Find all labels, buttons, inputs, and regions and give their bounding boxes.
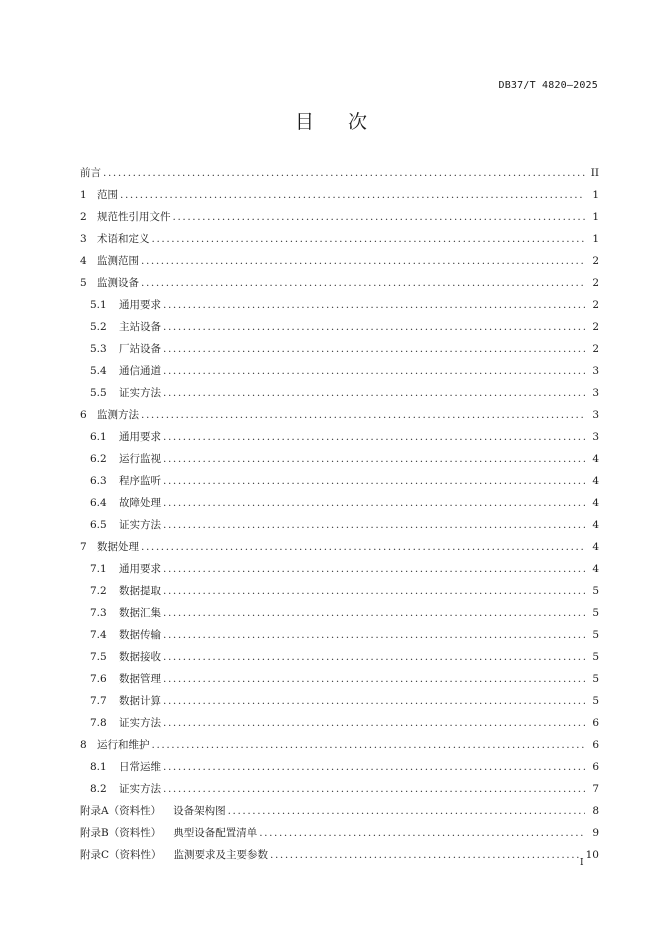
toc-entry-page: 2 [592,255,599,267]
appendix-title: 典型设备配置清单 [173,827,258,839]
toc-entry[interactable] [80,605,599,622]
document-code: DB37/T 4820—2025 [498,80,598,91]
toc-entry-label: 数据管理 [119,673,161,685]
toc-entry[interactable] [80,429,599,446]
toc-entry-number: 5.3 [90,343,107,355]
toc-entry[interactable] [80,517,599,534]
toc-entry-label: 厂站设备 [119,343,161,355]
toc-entry-page: 4 [592,497,599,509]
toc-entry[interactable] [80,715,599,732]
toc-entry-label: 数据汇集 [119,607,161,619]
toc-entry-page: 6 [592,717,599,729]
toc-entry-page: 5 [592,607,599,619]
toc-leader-dots [259,825,585,842]
toc-entry[interactable] [80,451,599,468]
toc-leader-dots [163,319,585,336]
toc-entry-page: 1 [592,189,599,201]
toc-entry[interactable] [80,671,599,688]
toc-entry[interactable] [80,407,599,424]
toc-entry-label: 日常运维 [119,761,161,773]
toc-entry-label: 监测方法 [97,409,139,421]
toc-entry-number: 7.7 [90,695,107,707]
toc-entry[interactable] [80,297,599,314]
toc-appendix-entry[interactable] [80,847,599,864]
toc-leader-dots [163,693,585,710]
toc-leader-dots [270,847,580,864]
toc-leader-dots [228,803,585,820]
toc-leader-dots [141,253,585,270]
appendix-title: 监测要求及主要参数 [173,849,269,861]
toc-entry[interactable] [80,649,599,666]
toc-entry-label: 数据计算 [119,695,161,707]
toc-leader-dots [163,759,585,776]
toc-entry-label: 范围 [97,189,118,201]
toc-entry[interactable] [80,781,599,798]
toc-leader-dots [163,671,585,688]
toc-entry-page: 3 [592,365,599,377]
toc-entry[interactable] [80,275,599,292]
toc-leader-dots [152,737,586,754]
toc-entry[interactable] [80,759,599,776]
toc-entry-number: 7.6 [90,673,107,685]
toc-entry-page: 1 [592,233,599,245]
toc-entry-page: 6 [592,761,599,773]
toc-entry-number: 4 [80,255,87,267]
toc-entry[interactable] [80,561,599,578]
toc-entry-number: 7.4 [90,629,107,641]
toc-entry-label: 运行和维护 [97,739,150,751]
toc-entry-label: 数据处理 [97,541,139,553]
toc-leader-dots [163,781,585,798]
toc-leader-dots [163,561,585,578]
toc-entry[interactable] [80,693,599,710]
toc-entry-label: 规范性引用文件 [97,211,171,223]
toc-entry-page: 4 [592,541,599,553]
toc-entry-number: 3 [80,233,87,245]
toc-entry[interactable] [80,209,599,226]
toc-entry-page: 4 [592,453,599,465]
toc-entry-label: 数据传输 [119,629,161,641]
page-title: 目次 [294,111,401,133]
toc-entry-number: 6 [80,409,87,421]
toc-entry[interactable] [80,539,599,556]
toc-entry-label: 故障处理 [119,497,161,509]
toc-entry-label: 通用要求 [119,563,161,575]
toc-entry-label: 数据提取 [119,585,161,597]
toc-appendix-entry[interactable] [80,803,599,820]
toc-entry-number: 7.3 [90,607,107,619]
toc-entry-number: 1 [80,189,87,201]
appendix-prefix: 附录B（资料性） [80,827,162,839]
toc-entry-number: 5.4 [90,365,107,377]
toc-entry-page: 2 [592,299,599,311]
toc-leader-dots [163,495,585,512]
toc-entry-label: 运行监视 [119,453,161,465]
toc-entry[interactable] [80,385,599,402]
appendix-page: 8 [592,805,599,817]
toc-entry-page: 2 [592,343,599,355]
toc-entry-number: 7 [80,541,87,553]
page-number: I [580,858,584,868]
toc-leader-dots [163,605,585,622]
toc-entry[interactable] [80,187,599,204]
toc-leader-dots [163,451,585,468]
toc-entry-number: 6.5 [90,519,107,531]
toc-entry[interactable] [80,253,599,270]
toc-leader-dots [163,715,585,732]
appendix-prefix: 附录A（资料性） [80,805,162,817]
toc-entry-number: 5 [80,277,87,289]
toc-entry-page: II [590,167,599,179]
toc-entry-label: 数据接收 [119,651,161,663]
toc-leader-dots [141,539,585,556]
toc-entry-number: 5.5 [90,387,107,399]
toc-entry-label: 程序监听 [119,475,161,487]
toc-entry-page: 4 [592,519,599,531]
toc-leader-dots [163,473,585,490]
toc-entry-page: 2 [592,277,599,289]
toc-entry-number: 6.1 [90,431,107,443]
toc-entry-number: 7.5 [90,651,107,663]
toc-entry-label: 前言 [80,167,101,179]
toc-entry-number: 7.2 [90,585,107,597]
toc-entry-number: 6.2 [90,453,107,465]
toc-entry-page: 3 [592,409,599,421]
toc-entry-label: 证实方法 [119,783,161,795]
appendix-title: 设备架构图 [173,805,226,817]
toc-leader-dots [163,583,585,600]
toc-leader-dots [163,627,585,644]
toc-entry-page: 1 [592,211,599,223]
toc-entry-page: 4 [592,475,599,487]
toc-entry-number: 7.8 [90,717,107,729]
appendix-page: 9 [592,827,599,839]
toc-leader-dots [163,297,585,314]
toc-entry-page: 5 [592,673,599,685]
toc-entry-number: 5.1 [90,299,107,311]
toc-entry-page: 5 [592,695,599,707]
toc-entry-number: 5.2 [90,321,107,333]
toc-entry-label: 主站设备 [119,321,161,333]
appendix-page: 10 [585,849,599,861]
toc-appendix-entry[interactable] [80,825,599,842]
toc-entry[interactable] [80,495,599,512]
toc-entry-number: 8.1 [90,761,107,773]
toc-entry-label: 通信通道 [119,365,161,377]
toc-entry-label: 监测设备 [97,277,139,289]
toc-entry-label: 证实方法 [119,519,161,531]
toc-leader-dots [163,429,585,446]
toc-entry-number: 8.2 [90,783,107,795]
toc-entry-page: 7 [592,783,599,795]
toc-entry[interactable] [80,363,599,380]
toc-entry-page: 3 [592,387,599,399]
toc-entry-label: 证实方法 [119,717,161,729]
toc-leader-dots [120,187,585,204]
toc-entry-number: 2 [80,211,87,223]
toc-entry-label: 监测范围 [97,255,139,267]
toc-entry-number: 8 [80,739,87,751]
toc-leader-dots [141,407,585,424]
toc-leader-dots [163,385,585,402]
toc-entry[interactable] [80,231,599,248]
toc-entry-number: 6.4 [90,497,107,509]
toc-entry-page: 2 [592,321,599,333]
toc-leader-dots [163,517,585,534]
toc-entry-label: 通用要求 [119,299,161,311]
toc-leader-dots [163,649,585,666]
toc-entry-label: 术语和定义 [97,233,150,245]
toc-entry-page: 5 [592,585,599,597]
toc-leader-dots [173,209,586,226]
toc-entry-number: 6.3 [90,475,107,487]
appendix-prefix: 附录C（资料性） [80,849,162,861]
toc-entry-page: 3 [592,431,599,443]
toc-entry-label: 证实方法 [119,387,161,399]
toc-entry[interactable] [80,627,599,644]
toc-entry-number: 7.1 [90,563,107,575]
toc-entry[interactable] [80,165,599,182]
toc-entry-page: 4 [592,563,599,575]
toc-leader-dots [141,275,585,292]
toc-entry-page: 6 [592,739,599,751]
toc-leader-dots [163,363,585,380]
toc-leader-dots [163,341,585,358]
toc-leader-dots [152,231,586,248]
toc-entry[interactable] [80,341,599,358]
toc-entry[interactable] [80,473,599,490]
toc-entry[interactable] [80,319,599,336]
toc-leader-dots [103,165,585,182]
toc-entry-page: 5 [592,651,599,663]
toc-entry[interactable] [80,737,599,754]
toc-entry-label: 通用要求 [119,431,161,443]
toc-entry-page: 5 [592,629,599,641]
table-of-contents [80,165,599,864]
toc-entry[interactable] [80,583,599,600]
